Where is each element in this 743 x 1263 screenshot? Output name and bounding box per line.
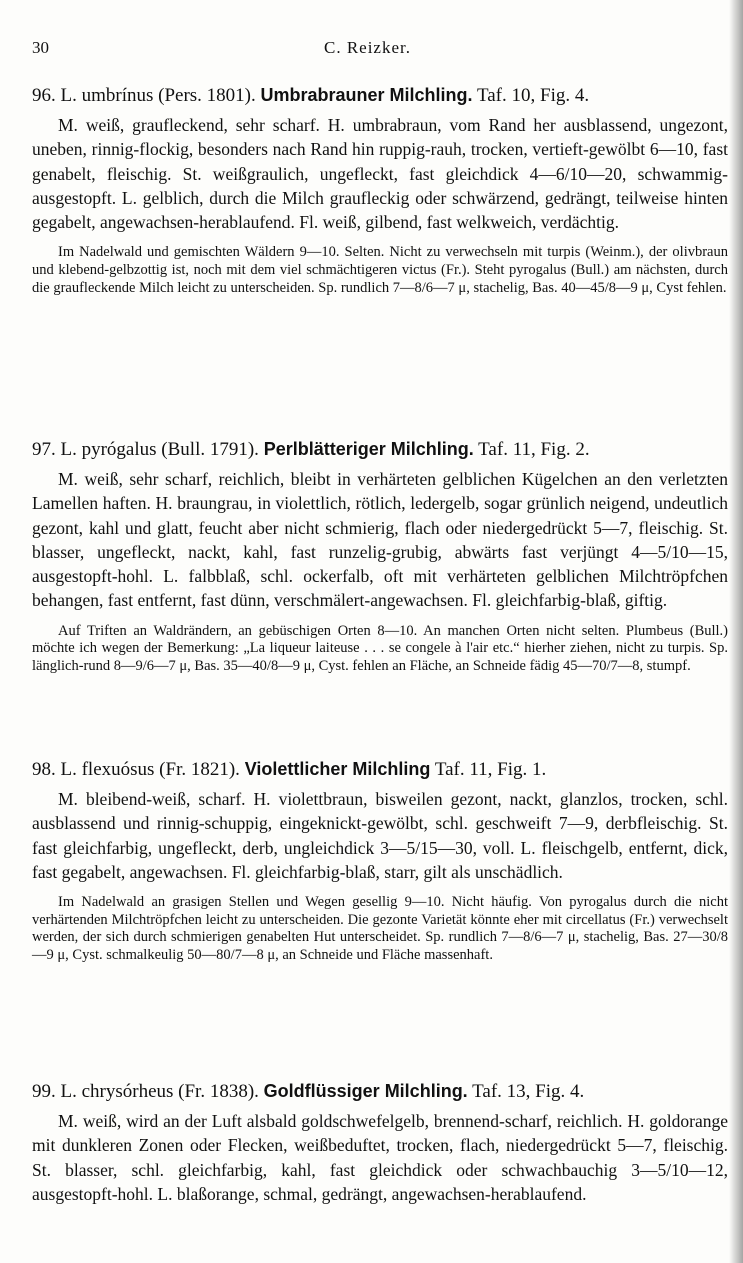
entry-97 xyxy=(32,436,728,676)
page-header xyxy=(32,38,703,62)
entry-notes: Im Nadelwald und gemischten Wäldern 9—10. Selten. Nicht zu verwechseln mit turpis (Weinm.), der olivbraun und klebend-gelbzottig ist, noch mit dem viel schmächtigeren victus (Fr.). Steht pyrogalus (Bull.) am nächsten, durch die graufleckende Milch leicht zu unterscheiden. Sp. rundlich 7—8/6—7 μ, stachelig, Bas. 40—45/8—9 μ, Cyst fehlen. xyxy=(32,244,728,296)
entry-notes: Im Nadelwald an grasigen Stellen und Wegen gesellig 9—10. Nicht häufig. Von pyrogalus durch die nicht verhärtenden Milchtröpfchen leicht zu unterscheiden. Die gezonte Varietät könnte eher mit circellatus (Fr.) verwechselt werden, der sich durch schmierigen genabelten Hut unterscheidet. Sp. rundlich 7—8/6—7 μ, stachelig, Bas. 27—30/8—9 μ, Cyst. schmalkeulig 50—80/7—8 μ, an Schneide und Fläche massenhaft. xyxy=(32,894,728,963)
entry-title xyxy=(32,756,728,783)
german-name: Perlblätteriger Milchling. xyxy=(263,439,474,459)
entry-title xyxy=(32,82,728,109)
species-name: 96. L. umbrínus (Pers. 1801). xyxy=(32,85,256,106)
entry-96 xyxy=(32,82,728,297)
species-name: 97. L. pyrógalus (Bull. 1791). xyxy=(32,439,259,460)
species-name: 98. L. flexuósus (Fr. 1821). xyxy=(32,759,240,780)
entry-title xyxy=(32,436,728,463)
entry-description: M. weiß, graufleckend, sehr scharf. H. umbrabraun, vom Rand her ausblassend, ungezont, uneben, rinnig-flockig, besonders nach Rand hin ruppig-rauh, trocken, vertieft-gewölbt 6—10, fast genabelt, fleischig. St. weißgraulich, ungefleckt, fast gleichdick 4—6/10—20, schwammig-ausgestopft. L. gelblich, durch die Milch graufleckig oder schwärzend, gedrängt, teilweise hinten gegabelt, angewachsen-herablaufend. Fl. weiß, gilbend, fast welkweich, verdächtig. xyxy=(32,115,728,233)
entry-description: M. weiß, sehr scharf, reichlich, bleibt in verhärteten gelblichen Kügelchen an den verletzten Lamellen haften. H. braungrau, in violettlich, rötlich, ledergelb, sogar grünlich neigend, undeutlich gezont, kahl und glatt, feucht aber nicht schmierig, flach oder niedergedrückt 5—7, fleischig. St. blasser, ungefleckt, nackt, kahl, fast runzelig-grubig, abwärts fast verjüngt 4—5/10—15, ausgestopft-hohl. L. falbblaß, schl. ockerfalb, oft mit verhärteten gelblichen Milchtröpfchen behangen, fast entfernt, fast dünn, verschmälert-angewachsen. Fl. gleichfarbig-blaß, giftig. xyxy=(32,469,728,611)
running-title: C. Reizker. xyxy=(323,38,411,57)
entry-title xyxy=(32,1078,728,1105)
entry-description: M. bleibend-weiß, scharf. H. violettbraun, bisweilen gezont, nackt, glanzlos, trocken, schl. ausblassend und rinnig-schuppig, eingeknickt-gewölbt, schl. geschweift 7—9, derbfleischig. St. fast gleichfarbig, ungefleckt, derb, ungleichdick 3—5/15—30, voll. L. fleischgelb, entfernt, dick, fast gegabelt, angewachsen. Fl. gleichfarbig-blaß, starr, gilt als unschädlich. xyxy=(32,789,728,882)
plate-reference: Taf. 11, Fig. 2. xyxy=(478,439,590,460)
entry-description: M. weiß, wird an der Luft alsbald goldschwefelgelb, brennend-scharf, reichlich. H. goldorange mit dunkleren Zonen oder Flecken, weißbeduftet, trocken, flach, niedergedrückt 5—7, fleischig. St. blasser, schl. gleichfarbig, kahl, fast gleichdick oder schwachbauchig 3—5/10—12, ausgestopft-hohl. L. blaßorange, schmal, gedrängt, angewachsen-herablaufend. xyxy=(32,1111,728,1204)
german-name: Violettlicher Milchling xyxy=(244,759,431,779)
entry-98 xyxy=(32,756,728,965)
entry-99 xyxy=(32,1078,728,1206)
scan-edge-shadow xyxy=(729,0,743,1263)
species-name: 99. L. chrysórheus (Fr. 1838). xyxy=(32,1081,259,1102)
page-number: 30 xyxy=(32,38,49,57)
entry-notes: Auf Triften an Waldrändern, an gebüschigen Orten 8—10. An manchen Orten nicht selten. Plumbeus (Bull.) möchte ich wegen der Bemerkung: „La liqueur laiteuse . . . se congele à l'air etc.“ hierher ziehen, nicht zu turpis. Sp. länglich-rund 8—9/6—7 μ, Bas. 35—40/8—9 μ, Cyst. fehlen an Fläche, an Schneide fädig 45—70/7—8, stumpf. xyxy=(32,622,728,674)
german-name: Goldflüssiger Milchling. xyxy=(263,1081,468,1101)
plate-reference: Taf. 11, Fig. 1. xyxy=(434,759,547,780)
plate-reference: Taf. 13, Fig. 4. xyxy=(472,1081,585,1102)
plate-reference: Taf. 10, Fig. 4. xyxy=(476,85,590,106)
german-name: Umbrabrauner Milchling. xyxy=(260,85,473,105)
